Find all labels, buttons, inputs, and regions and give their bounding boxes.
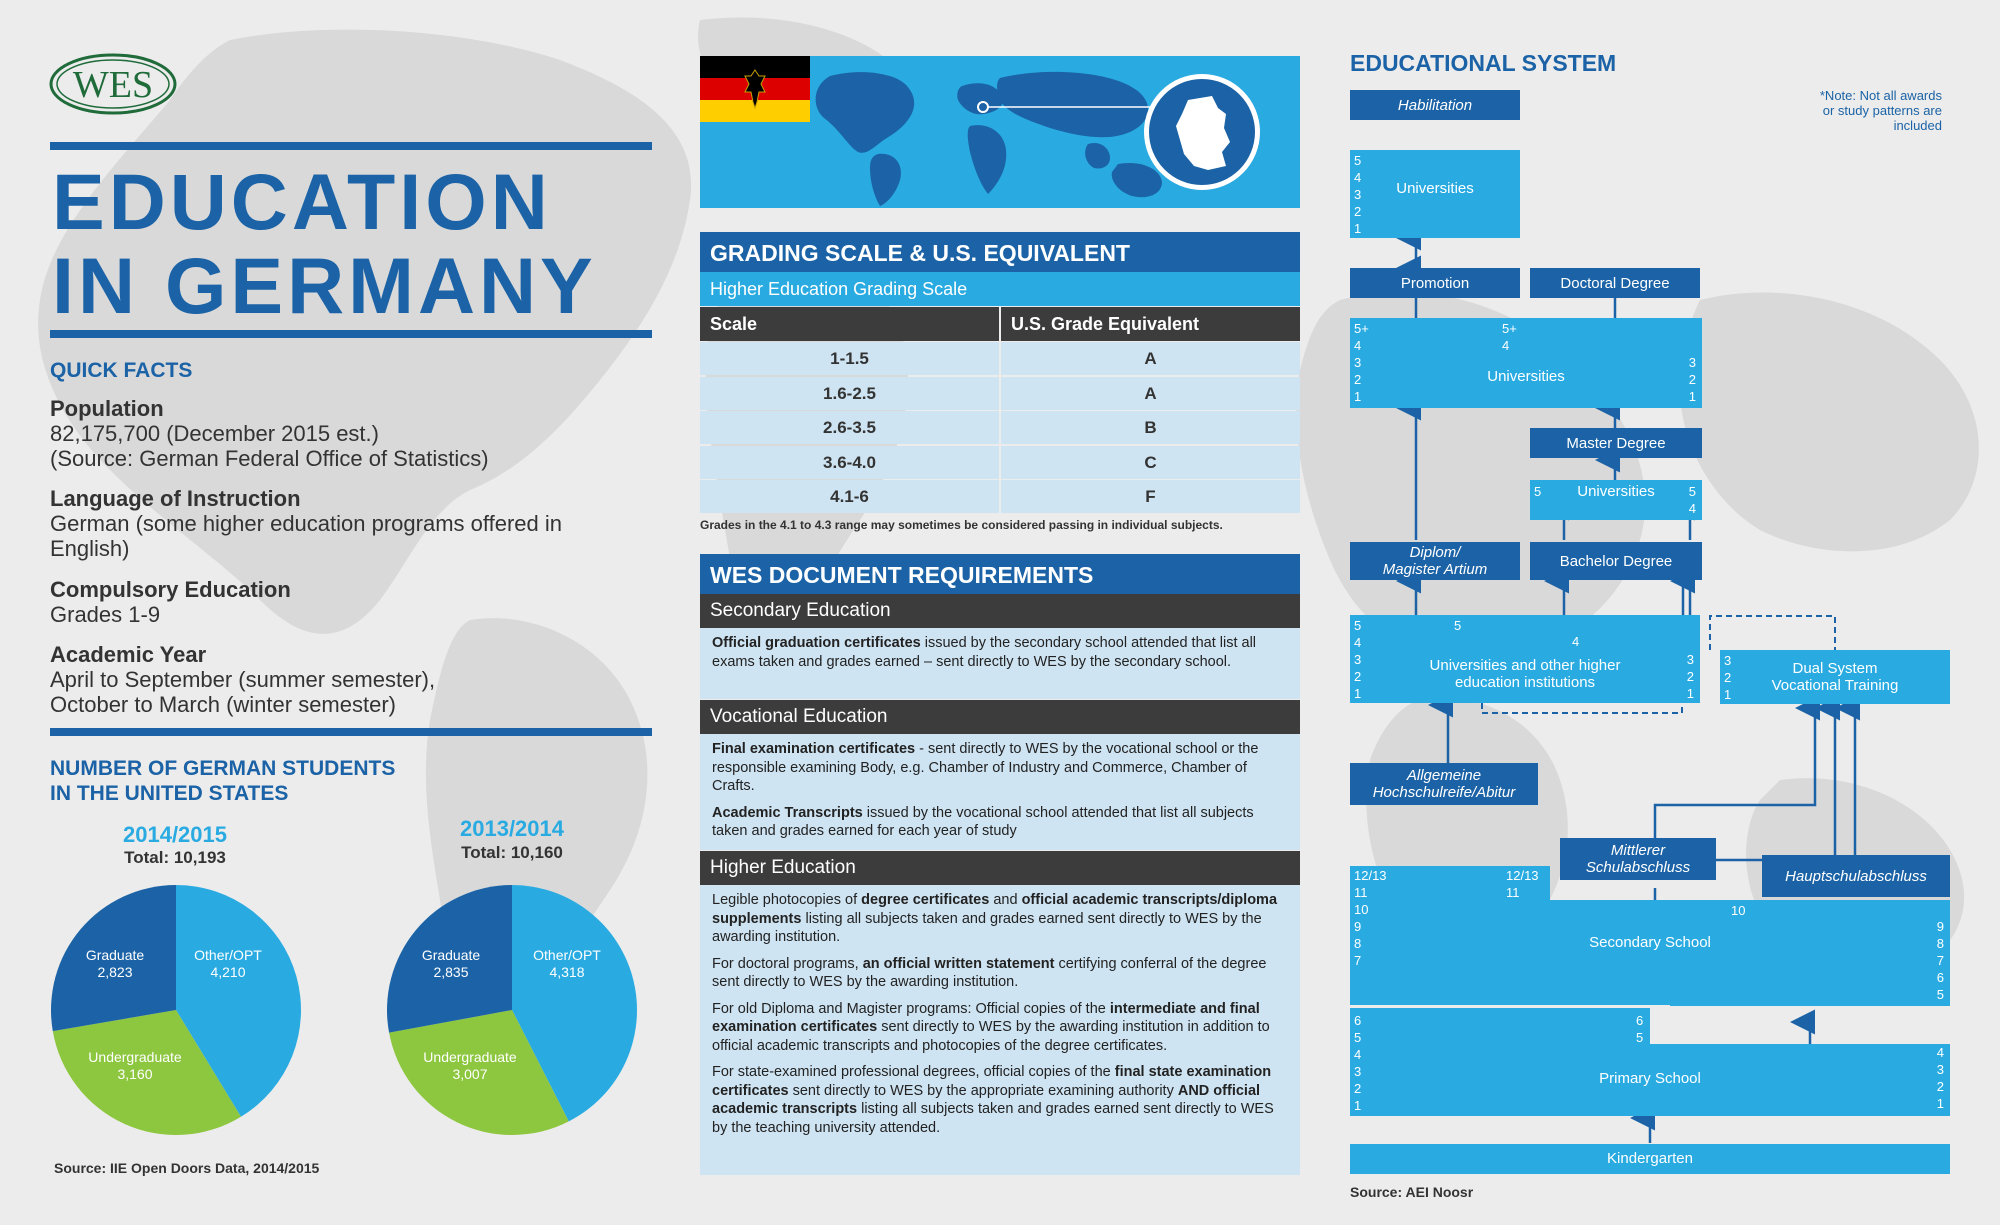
pie-chart-2014-2015 <box>50 884 302 1136</box>
higher-education-head: Higher Education <box>700 851 1300 885</box>
universities-master-box <box>1530 480 1702 520</box>
germany-map-banner <box>700 56 1300 208</box>
population-title: Population <box>50 396 164 421</box>
requirements-heading: WES DOCUMENT REQUIREMENTS <box>700 554 1300 594</box>
page-title-line-1: EDUCATION <box>52 157 552 246</box>
grade-us-cell: C <box>1001 446 1300 479</box>
grading-col-us: U.S. Grade Equivalent <box>1001 307 1300 341</box>
diplom-box: Diplom/ Magister Artium <box>1350 542 1520 580</box>
dual-system-years: 3 2 1 <box>1724 653 1732 702</box>
pie-1-label-other: Other/OPT 4,210 <box>194 947 262 980</box>
universities-other-years-four: 4 <box>1572 634 1580 649</box>
pie-2-label-other: Other/OPT 4,318 <box>533 947 601 980</box>
universities-master-years-right: 5 4 <box>1688 484 1696 516</box>
compulsory-value: Grades 1-9 <box>50 602 161 627</box>
universities-other-years-right: 3 2 1 <box>1686 652 1694 701</box>
quick-facts-heading: QUICK FACTS <box>50 359 193 382</box>
universities-master-label: Universities <box>1577 483 1655 500</box>
pie-2-label-graduate: Graduate 2,835 <box>421 947 481 980</box>
universities-master-years-left: 5 <box>1534 484 1542 499</box>
secondary-years-right: 9 8 7 6 5 <box>1936 919 1944 1002</box>
primary-school-box <box>1350 1013 1950 1116</box>
grade-scale-cell: 3.6-4.0 <box>700 446 999 479</box>
page-title-line-2: IN GERMANY <box>52 241 597 330</box>
grade-us-cell: F <box>1001 480 1300 513</box>
academic-year-value-1: April to September (summer semester), <box>50 667 436 692</box>
secondary-years-center: 12/13 11 <box>1506 868 1539 900</box>
german-flag <box>700 56 810 122</box>
pie-2-label-undergraduate: Undergraduate 3,007 <box>423 1049 517 1082</box>
students-source: Source: IIE Open Doors Data, 2014/2015 <box>54 1160 320 1176</box>
universities-top-box <box>1350 150 1520 238</box>
universities-mid-years-center: 5+ 4 <box>1502 321 1517 353</box>
grade-scale-cell: 2.6-3.5 <box>700 411 999 444</box>
grade-scale-cell: 1-1.5 <box>700 342 999 375</box>
educational-system-heading: EDUCATIONAL SYSTEM <box>1350 50 1617 76</box>
higher-education-body: Legible photocopies of degree certificates and official academic transcripts/diploma supplements listing all subjects taken and grades earned sent directly to WES by the awarding institution. For doctoral programs, an official written statement certifying conferral of the degree sent directly to WES by the awarding institution. For old Diploma and Magister programs: Official copies of the intermediate and final examination certificates sent directly to WES by the awarding institution in addition to official academic transcripts and photocopies of the degree certificates. For state-examined professional degrees, official copies of the final state examination certificates sent directly to WES by the appropriate examining authority AND official academic transcripts listing all subjects taken and grades earned sent directly to WES by the teaching university attended. <box>700 885 1300 1175</box>
universities-other-years-left: 5 4 3 2 1 <box>1354 618 1362 701</box>
dual-system-box <box>1720 650 1950 704</box>
students-heading-line-1: NUMBER OF GERMAN STUDENTS <box>50 757 396 780</box>
secondary-education-body: Official graduation certificates issued by the secondary school attended that list all exams taken and grades earned – sent directly to WES by the secondary school. <box>700 628 1300 699</box>
eagle-icon <box>743 68 767 110</box>
pie-1-label-undergraduate: Undergraduate 3,160 <box>88 1049 182 1082</box>
kindergarten-box: Kindergarten <box>1350 1144 1950 1174</box>
pie-1-title: 2014/2015 <box>123 822 227 847</box>
compulsory-title: Compulsory Education <box>50 577 291 602</box>
grade-us-cell: A <box>1001 377 1300 410</box>
universities-mid-label: Universities <box>1487 368 1565 385</box>
language-title: Language of Instruction <box>50 486 301 511</box>
grade-us-cell: B <box>1001 411 1300 444</box>
master-degree-box: Master Degree <box>1530 428 1702 458</box>
universities-top-label: Universities <box>1396 180 1474 197</box>
universities-top-years: 5 4 3 2 1 <box>1354 153 1362 236</box>
universities-other-years-center: 5 <box>1454 618 1462 633</box>
students-heading-line-2: IN THE UNITED STATES <box>50 782 289 805</box>
svg-text:WES: WES <box>72 64 154 106</box>
primary-upper-left-box <box>1350 1008 1650 1048</box>
habilitation-box: Habilitation <box>1350 90 1520 120</box>
grading-subheading: Higher Education Grading Scale <box>700 272 1300 306</box>
population-value: 82,175,700 (December 2015 est.) <box>50 421 379 446</box>
universities-mid-years-right: 3 2 1 <box>1688 355 1696 404</box>
academic-year-value-2: October to March (winter semester) <box>50 692 396 717</box>
bachelor-degree-box: Bachelor Degree <box>1530 542 1702 580</box>
vocational-education-body: Final examination certificates - sent directly to WES by the vocational school or the responsible examining Body, e.g. Chamber of Industry and Commerce, Chamber of Crafts. Academic Transcripts issued by the vocational school attended that list all subjects taken and grades earned for each year of study <box>700 734 1300 850</box>
mittlerer-box: Mittlerer Schulabschluss <box>1560 838 1716 880</box>
grade-us-cell: A <box>1001 342 1300 375</box>
pie-chart-2013-2014 <box>386 884 638 1136</box>
edu-system-note: *Note: Not all awards or study patterns are included <box>1819 88 1942 133</box>
pie-2-title: 2013/2014 <box>460 816 564 841</box>
universities-mid-years-left: 5+ 4 3 2 1 <box>1354 321 1369 404</box>
academic-year-title: Academic Year <box>50 642 207 667</box>
dual-system-label: Dual System Vocational Training <box>1771 660 1899 694</box>
grading-note: Grades in the 4.1 to 4.3 range may sometimes be considered passing in individual subjects. <box>700 518 1223 532</box>
primary-years-center: 6 5 <box>1636 1013 1644 1045</box>
hauptschulabschluss-box: Hauptschulabschluss <box>1762 855 1950 897</box>
pie-1-label-graduate: Graduate 2,823 <box>85 947 145 980</box>
pie-2-total: Total: 10,160 <box>461 843 563 862</box>
secondary-years-left: 12/13 11 10 9 8 7 <box>1354 868 1387 968</box>
universities-mid-box <box>1350 318 1702 408</box>
pie-1-total: Total: 10,193 <box>124 848 226 867</box>
universities-other-box <box>1350 615 1700 703</box>
primary-years-right: 4 3 2 1 <box>1936 1045 1944 1111</box>
secondary-years-ten: 10 <box>1731 903 1746 918</box>
secondary-school-label: Secondary School <box>1589 934 1711 951</box>
grading-heading: GRADING SCALE & U.S. EQUIVALENT <box>700 232 1300 272</box>
title-rule-top <box>50 142 652 150</box>
facts-rule <box>50 728 652 736</box>
language-value: German (some higher education programs offered in English) <box>50 511 562 561</box>
universities-other-label: Universities and other higher education institutions <box>1429 657 1621 691</box>
doctoral-degree-box: Doctoral Degree <box>1530 268 1700 298</box>
abitur-box: Allgemeine Hochschulreife/Abitur <box>1350 763 1538 805</box>
wes-logo <box>48 52 178 116</box>
title-rule-bottom <box>50 330 652 338</box>
edu-system-source: Source: AEI Noosr <box>1350 1184 1474 1200</box>
primary-years-left: 6 5 4 3 2 1 <box>1354 1013 1362 1113</box>
primary-school-label: Primary School <box>1599 1070 1701 1087</box>
grading-col-scale: Scale <box>700 307 999 341</box>
vocational-education-head: Vocational Education <box>700 700 1300 734</box>
secondary-education-head: Secondary Education <box>700 594 1300 628</box>
grade-scale-cell: 1.6-2.5 <box>700 377 999 410</box>
promotion-box: Promotion <box>1350 268 1520 298</box>
population-source: (Source: German Federal Office of Statistics) <box>50 446 489 471</box>
grade-scale-cell: 4.1-6 <box>700 480 999 513</box>
